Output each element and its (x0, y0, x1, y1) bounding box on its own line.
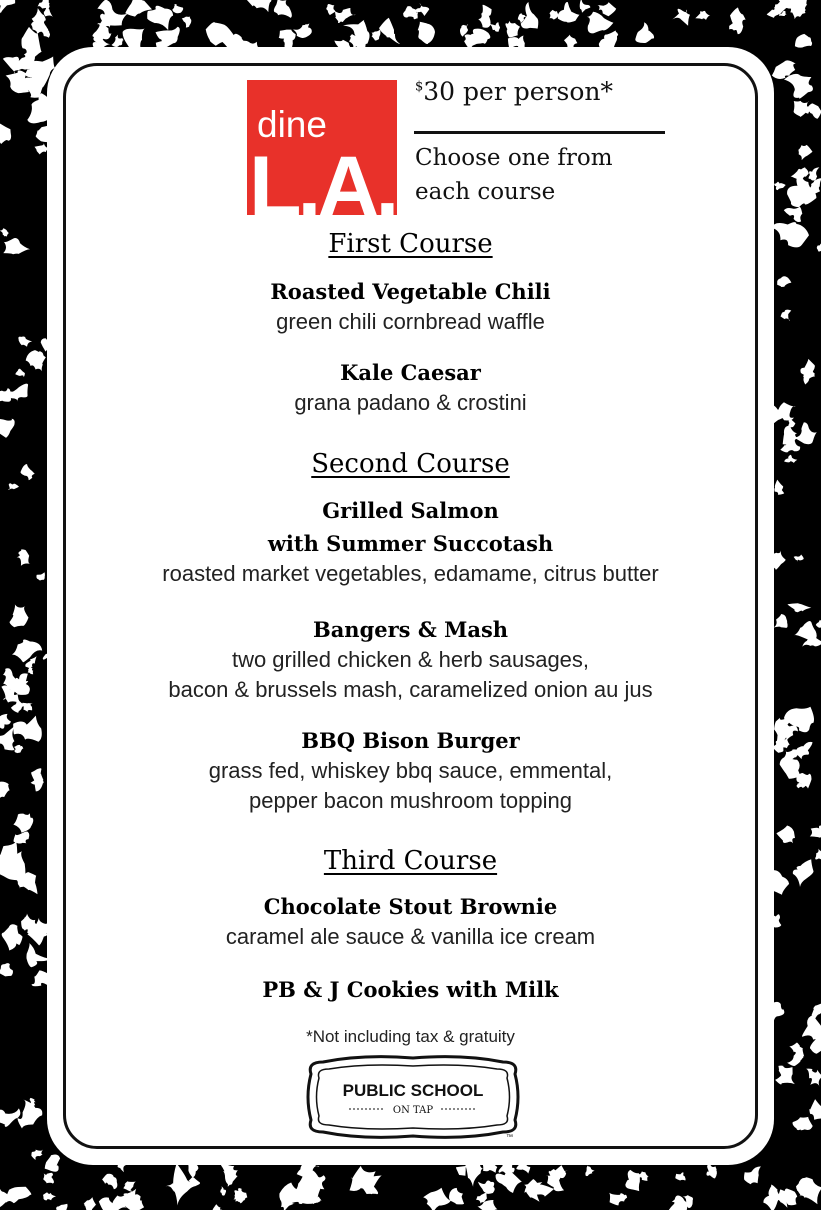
footnote: *Not including tax & gratuity (306, 1027, 515, 1046)
dish-desc: grass fed, whiskey bbq sauce, emmental, (208, 758, 613, 783)
menu-card (47, 47, 774, 1165)
dish-bangers-mash: Bangers & Mash (312, 617, 509, 642)
third-course-heading: Third Course (323, 846, 498, 876)
price-line (415, 77, 715, 106)
dine-la-logo (247, 80, 397, 215)
dish-desc: two grilled chicken & herb sausages, (231, 647, 590, 672)
dish-bbq-bison-burger: BBQ Bison Burger (301, 728, 520, 753)
dine-la-logo-la: L.A. (249, 139, 396, 215)
public-school-logo-subtext: ON TAP (392, 1105, 434, 1116)
dish-grilled-salmon: Grilled Salmon (322, 498, 499, 523)
dine-la-logo-dine: dine (257, 104, 327, 145)
price-text: 30 per person* (423, 77, 613, 106)
first-course-heading: First Course (328, 229, 493, 259)
dish-desc: pepper bacon mushroom topping (249, 788, 572, 813)
course-instruction-line2: each course (415, 179, 556, 205)
dish-pbj-cookies: PB & J Cookies with Milk (262, 977, 559, 1002)
course-instruction (415, 141, 705, 209)
course-instruction-line1: Choose one from (415, 145, 613, 171)
second-course-heading: Second Course (311, 449, 510, 479)
dish-grilled-salmon-line2: with Summer Succotash (267, 531, 554, 556)
trademark-mark: ™ (506, 1134, 513, 1141)
dish-roasted-vegetable-chili: Roasted Vegetable Chili (270, 279, 551, 304)
price-symbol: $ (415, 79, 424, 95)
header-divider (414, 131, 665, 134)
public-school-logo (303, 1052, 523, 1142)
dish-desc: green chili cornbread waffle (276, 309, 545, 334)
dish-desc: roasted market vegetables, edamame, citrus butter (162, 561, 659, 586)
dish-desc: caramel ale sauce & vanilla ice cream (225, 924, 596, 949)
public-school-logo-text: PUBLIC SCHOOL (342, 1081, 484, 1100)
dish-chocolate-stout-brownie: Chocolate Stout Brownie (263, 894, 558, 919)
dish-desc: grana padano & crostini (294, 390, 527, 415)
dish-desc: bacon & brussels mash, caramelized onion au jus (168, 677, 653, 702)
dish-kale-caesar: Kale Caesar (340, 360, 481, 385)
